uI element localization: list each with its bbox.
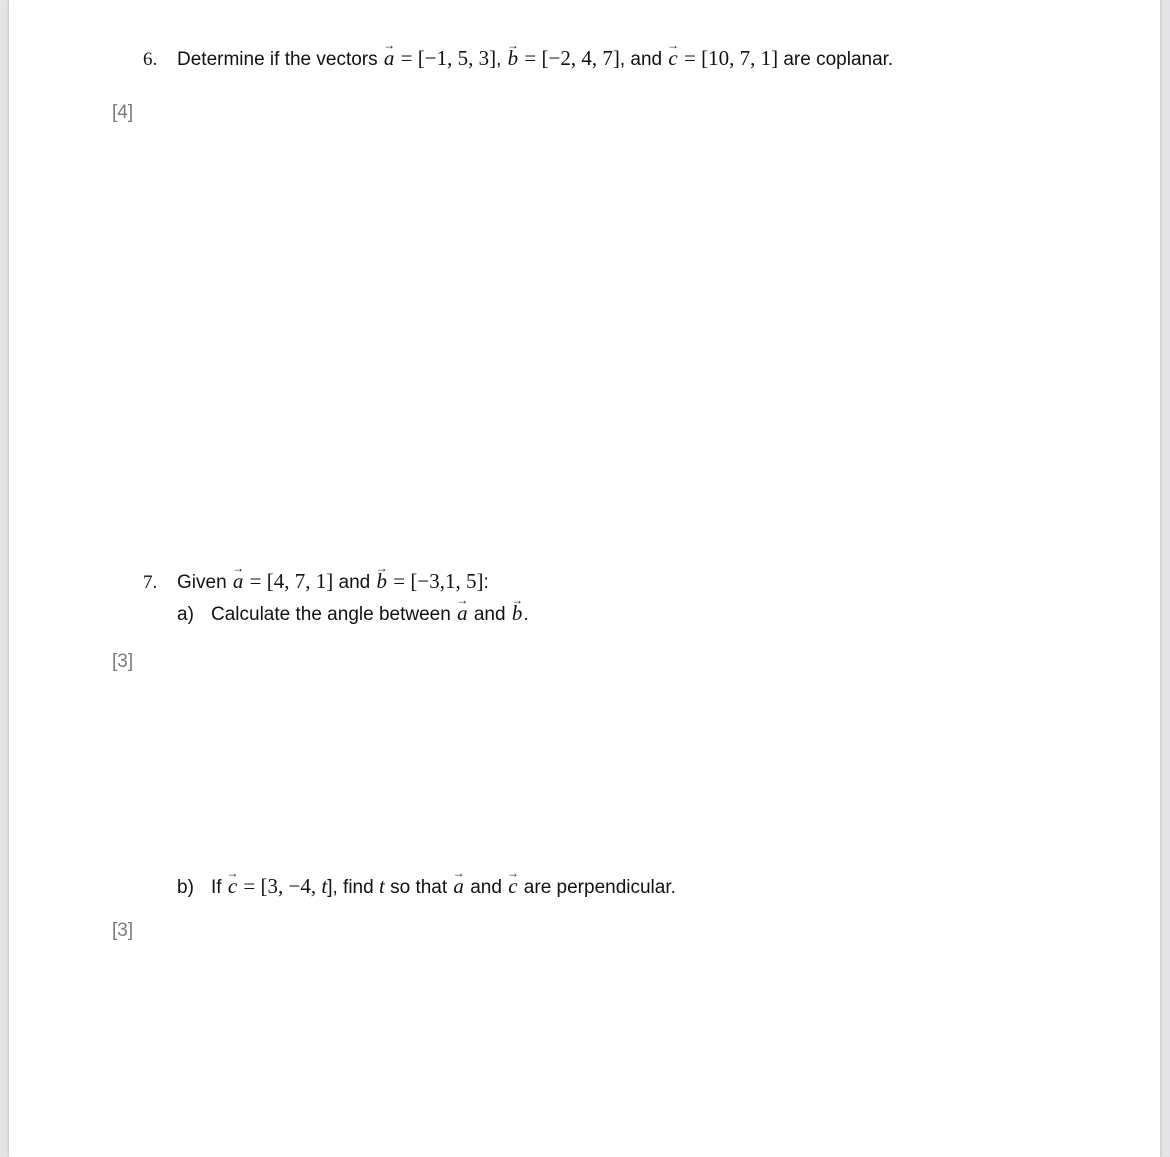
question-7b-tail: are perpendicular. bbox=[523, 877, 676, 898]
vector-b: b → bbox=[507, 46, 520, 70]
question-7a-text: Calculate the angle between bbox=[211, 604, 451, 625]
question-7b: b) If c → = [3, −4, t], find t so that a → and c → are perpendicular. bbox=[177, 874, 676, 900]
marks-q7a: [3] bbox=[112, 651, 134, 672]
vector-c-value: [3, −4, bbox=[260, 874, 322, 898]
question-6-tail: are coplanar. bbox=[783, 49, 894, 70]
question-number: 6. bbox=[143, 49, 158, 70]
question-7-lead: Given bbox=[177, 572, 227, 593]
document-page bbox=[9, 0, 1160, 1157]
vector-c-value: [10, 7, 1] bbox=[701, 46, 779, 70]
question-7: 7. Given a → = [4, 7, 1] and b → = [−3,1, 5]: bbox=[143, 569, 489, 595]
marks-q6: [4] bbox=[112, 102, 134, 123]
variable-t: t bbox=[321, 874, 328, 898]
vector-a-value: [−1, 5, 3] bbox=[417, 46, 497, 70]
question-6-lead: Determine if the vectors bbox=[177, 49, 378, 70]
question-6: 6. Determine if the vectors a → = [−1, 5, 3], b → = [−2, 4, 7], and c → = [10, 7, 1] are coplanar. bbox=[143, 46, 893, 72]
vector-c: c → bbox=[507, 874, 518, 898]
vector-a: a → bbox=[232, 569, 245, 593]
vector-b-value: [−2, 4, 7] bbox=[541, 46, 620, 70]
vector-a: a → bbox=[456, 601, 469, 625]
part-label: b) bbox=[177, 877, 194, 898]
vector-a: a → bbox=[383, 46, 396, 70]
question-7a: a) Calculate the angle between a → and b →. bbox=[177, 601, 529, 627]
vector-b: b → bbox=[511, 601, 524, 625]
part-label: a) bbox=[177, 604, 194, 625]
vector-c: c → bbox=[667, 46, 678, 70]
vector-c: c → bbox=[227, 874, 238, 898]
question-number: 7. bbox=[143, 572, 158, 593]
variable-t: t bbox=[378, 874, 385, 898]
vector-a-value: [4, 7, 1] bbox=[266, 569, 334, 593]
vector-b: b → bbox=[376, 569, 389, 593]
vector-a: a → bbox=[452, 874, 465, 898]
vector-b-value: [−3,1, 5] bbox=[410, 569, 484, 593]
marks-q7b: [3] bbox=[112, 920, 134, 941]
